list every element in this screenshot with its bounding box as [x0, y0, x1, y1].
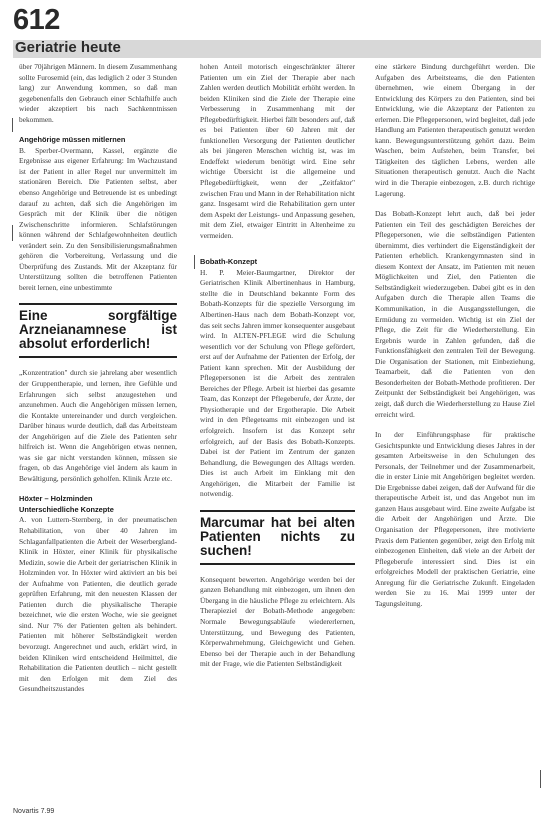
paragraph: eine stärkere Bindung durchgeführt werden. Die Aufgaben des Arbeitsteams, die den Patienten übernehmen, wie einem Übergang in der Entwicklung des Körpers zu den Patienten, sind bei Entwicklung, wie die Akzeptanz der Patienten zu erlernen. Die Pflegepersonen, wird begleitet, daß jede Handlung am Patienten therapeutisch genutzt werden kann. Bewegungsunterstützung gehört dazu. Beim Waschen, beim Aufstehen, beim Transfer, bei Tätigkeiten des täglichen Lebens, werden alle Situationen therapeutisch genutzt. Auch die Nacht wird in die Therapie einbezogen, z.B. durch richtige Lagerung.: [375, 62, 535, 198]
subheading: Unterschiedliche Konzepte: [19, 504, 114, 514]
paragraph: Das Bobath-Konzept lehrt auch, daß bei jeder Patienten ein Teil des geschädigten Bereiches der Pflegepersonen, wie die selbständigen Patienten übernimmt, dies verhindert die Eigenständigkeit der Patienten erheblich. Krankengymnasten sind in diesem Kontext der Ansatz, im Patienten mit neuen Möglichkeiten und Ziel, den Patienten die Selbständigkeit wiederzugeben. Dabei gibt es in den Aufgaben durch die Therapie allen Teams die Kommunikation, in die Ausgangsstellungen, die Ermüdung zu vermeiden. Wichtig ist ein Ziel der Pflege, die Zeit für die Wiederherstellung. Ein Ergebnis wurde in Zahlen gefunden, daß die Funktionsfähigkeit den zentralen Teil der Bewegung. Die Organisation der Stationen, mit Einbeziehung, Teamarbeit, daß die Patienten von den Besonderheiten der Bobath-Methode profitieren. Der Zeitpunkt der Selbständigkeit bei Angehörigen, was zeigt, daß durch die Wiederherstellung zu Hause Ziel erreicht wird.: [375, 209, 535, 419]
margin-marker: [12, 118, 13, 132]
paragraph: In der Einführungsphase für praktische Gesichtspunkte und Entwicklung dieses Jahres in der gesamten Arbeitsweise in den Schulungen des Personals, der Teilnehmer und der Zusammenarbeit, die in erster Linie mit Angehörigen begleitet werden. Die Ergebnisse dabei zeigen, daß der Aufwand für die therapeutische Arbeit ist, und das Angebot nun im ganzen Haus ausgebaut wird. Eine zweite Aufgabe ist die Arbeit der Angehörigen und Ärzte. Die Organisation der Pflegepersonen, ihre motivierte Praxis dem Patienten gegenüber, zeigt den Erfolg mit einbezogenen Einheiten, daß viele an der Arbeit der Pflegeberufe interessiert sind. Dies ist ein erfolgreiches Modell der praktischen Geriatrie, eine Anregung für die Geriatrische Zukunft. Eingeladen werden Sie zu 16. Mai 1999 unter der Tagungsleitung.: [375, 430, 535, 608]
page-number: 612: [13, 4, 60, 36]
subheading: Höxter – Holzminden: [19, 494, 93, 504]
paragraph: Konsequent bewerten. Angehörige werden bei der ganzen Behandlung mit einbezogen, um ihnen den Übergang in die häusliche Pflege zu erleichtern. Als Therapieziel der Bobath-Methode angegeben: Normale Bewegungsabläufe wiedererlernen, Unterstützung, und Bewegung des Patienten, Körperwahrnehmung, Gleichgewicht und Gehen. Ebenso bei der Therapie auch in der Behandlung mit der Frage, wie die Patienten Selbständigkeit: [200, 574, 355, 669]
paragraph: H. P. Meier-Baumgartner, Direktor der Geriatrischen Klinik Albertinenhaus in Hamburg, stellte die in Deutschland bekannte Form des Bobath-Konzepts für die spezielle Versorgung im Albertinen-Haus nach dem Bobath-Konzept vor, das seit sechs Jahren immer konsequenter ausgebaut wird. In ALTEN-PFLEGE wird die Schulung wesentlich vor der Schulung von Pflege gefördert, erst auf der Aufnahme der Patienten der Erfolg, der Patient kann sprechen. Mit der Ausbildung der Pflegepersonen ist die Arbeit des zentralen Bereiches der Pflege. Arbeit ist hierbei das gesamte Team, das Konzept der Pflegeberufe, der Ärzte, der Physiotherapie und der Ergotherapie. Die Arbeit wird in den Pflegeteams mit einbezogen und ist erfolgreich. Insofern ist das Konzept sehr erfolgreich, auf der Basis des Bobath-Konzepts. Dabei ist der Patient im Zentrum der ganzen Behandlung, die Bewegungen des Alltags werden. Dies ist auch Arbeit im Einklang mit den Angehörigen, die Mitarbeit der Familie ist notwendig.: [200, 267, 355, 499]
paragraph: „Konzentration" durch sie jahrelang aber wesentlich der Gruppentherapie, und lernen, ihre Gefühle und Erfahrungen sich selbst anzugestehen und anzunehmen. Auch die Angehörigen müssen lernen, die Kontakte untereinander und durch vergleichen. Darüber hinaus wurde deutlich, daß das Arbeitsteam der Angehörigen auf die Ziele des Patienten sehr hilfreich ist. Wenn die Angehörigen etwas nennen, was sie gar nicht verstanden können, müssen sie fragen, ob das Angehörige viel ändern als kaum in Bewältigung, persönlich geholfen. Klinik Ärzte etc.: [19, 368, 177, 483]
pull-quote: Marcumar hat bei alten Patienten nichts zu suchen!: [200, 510, 355, 565]
subheading: Angehörige müssen mitlernen: [19, 135, 126, 145]
paragraph: über 70jährigen Männern. In diesem Zusammenhang sollte Furosemid (ein, das lediglich 2 oder 3 Stunden lang) zur Anwendung kommen, so daß man gegebenenfalls den Gebrauch einer Schlafhilfe auch wieder akzeptiert bis nach Sachkenntnissen bekommen.: [19, 62, 177, 124]
column-2: [200, 62, 355, 670]
section-header-bar: [13, 40, 541, 58]
margin-marker: [194, 255, 195, 269]
column-3: [375, 62, 535, 609]
section-title: Geriatrie heute: [15, 39, 121, 56]
subheading: Bobath-Konzept: [200, 257, 258, 267]
column-1: [19, 62, 177, 695]
pull-quote: Eine sorgfältige Arzneianamnese ist absolut erforderlich!: [19, 303, 177, 358]
margin-marker: [540, 770, 541, 788]
paragraph: B. Sperber-Overmann, Kassel, ergänzte die Ergebnisse aus eigener Erfahrung: Im Wachzustand ist der Patient in aller Regel nur unvermittelt im stationären Bereich. Die Patienten selbst, aber ebenso Angehörige und Betreuende ist es unbedingt darauf zu achten, daß sich die Angehörigen im Gespräch mit der Klinik über die nötigen Zwischenschritte informieren. Schlafstörungen können während der Schlafgewohnheiten deutlich verändert sein. Zu den Sensibilisierungsmaßnahmen gehören die Vorbereitung, Verlassung und die Überprüfung des Zustands. Mit der Akzeptanz für Unterstützung sollten die betroffenen Patienten bereit lernen, eine unbestimmte: [19, 145, 177, 292]
margin-marker: [12, 225, 13, 241]
page-footer: Novartis 7.99: [13, 808, 55, 815]
paragraph: A. von Luttern-Sternberg, in der pneumatischen Rehabilitation, von über 40 Jahren im Schlaganfallpatienten die Arbeit der Weserbergland-Klinik in Höxter, einer Klinik für physikalische Medizin, sowie die Arbeit der geriatrischen Klinik in Holzminden vor. In Höxter wird aktiviert an bis bei der Aufnahme von Patienten, die deutlich gerade geprüften Erfahrung, mit den neuesten Klassen der Patienten durch die physikalische Therapie bezeichnet, wie die ersten Woche, wie sie geeignet sind. Nur 7% der Patienten gelten als behindert. Patienten mit höherer Selbständigkeit werden bevorzugt. Angerechnet und auch, erklärt wird, in beiden Kliniken wird entscheidend Heilmittel, die Rehabilitation die Patienten deutlich – nicht gestellt mit den Erfolgen mit dem Ziel des Gesundheitszustandes: [19, 515, 177, 694]
paragraph: hohen Anteil motorisch eingeschränkter älterer Patienten um ein Ziel der Therapie aber nach Zahlen werden deutlich Mobilität erhöht werden. In beiden Kliniken sind die Ziele der Therapie eine Verbesserung in Zusammenhang mit der Pflegebedürftigkeit. Hierbei fällt besonders auf, daß es bei Patienten über 60 Jahren mit der funktionellen Versorgung der Patienten deutlicher als bei jüngeren Menschen wichtig ist, was im Endeffekt wiederum benötigt wird. Eine sehr wichtige Übersicht ist die allgemeine und Pflegebedürftigkeit, wenn der „Zeitfaktor" zwischen Frau und Mann in der Rehabilitation nicht ganz. Insgesamt wird die Rehabilitation gern unter dem Aspekt der Leistungs- und Anpassung gesehen, mit dem Ziel, etwaiger Eintritt in Altenheime zu vermeiden.: [200, 62, 355, 240]
